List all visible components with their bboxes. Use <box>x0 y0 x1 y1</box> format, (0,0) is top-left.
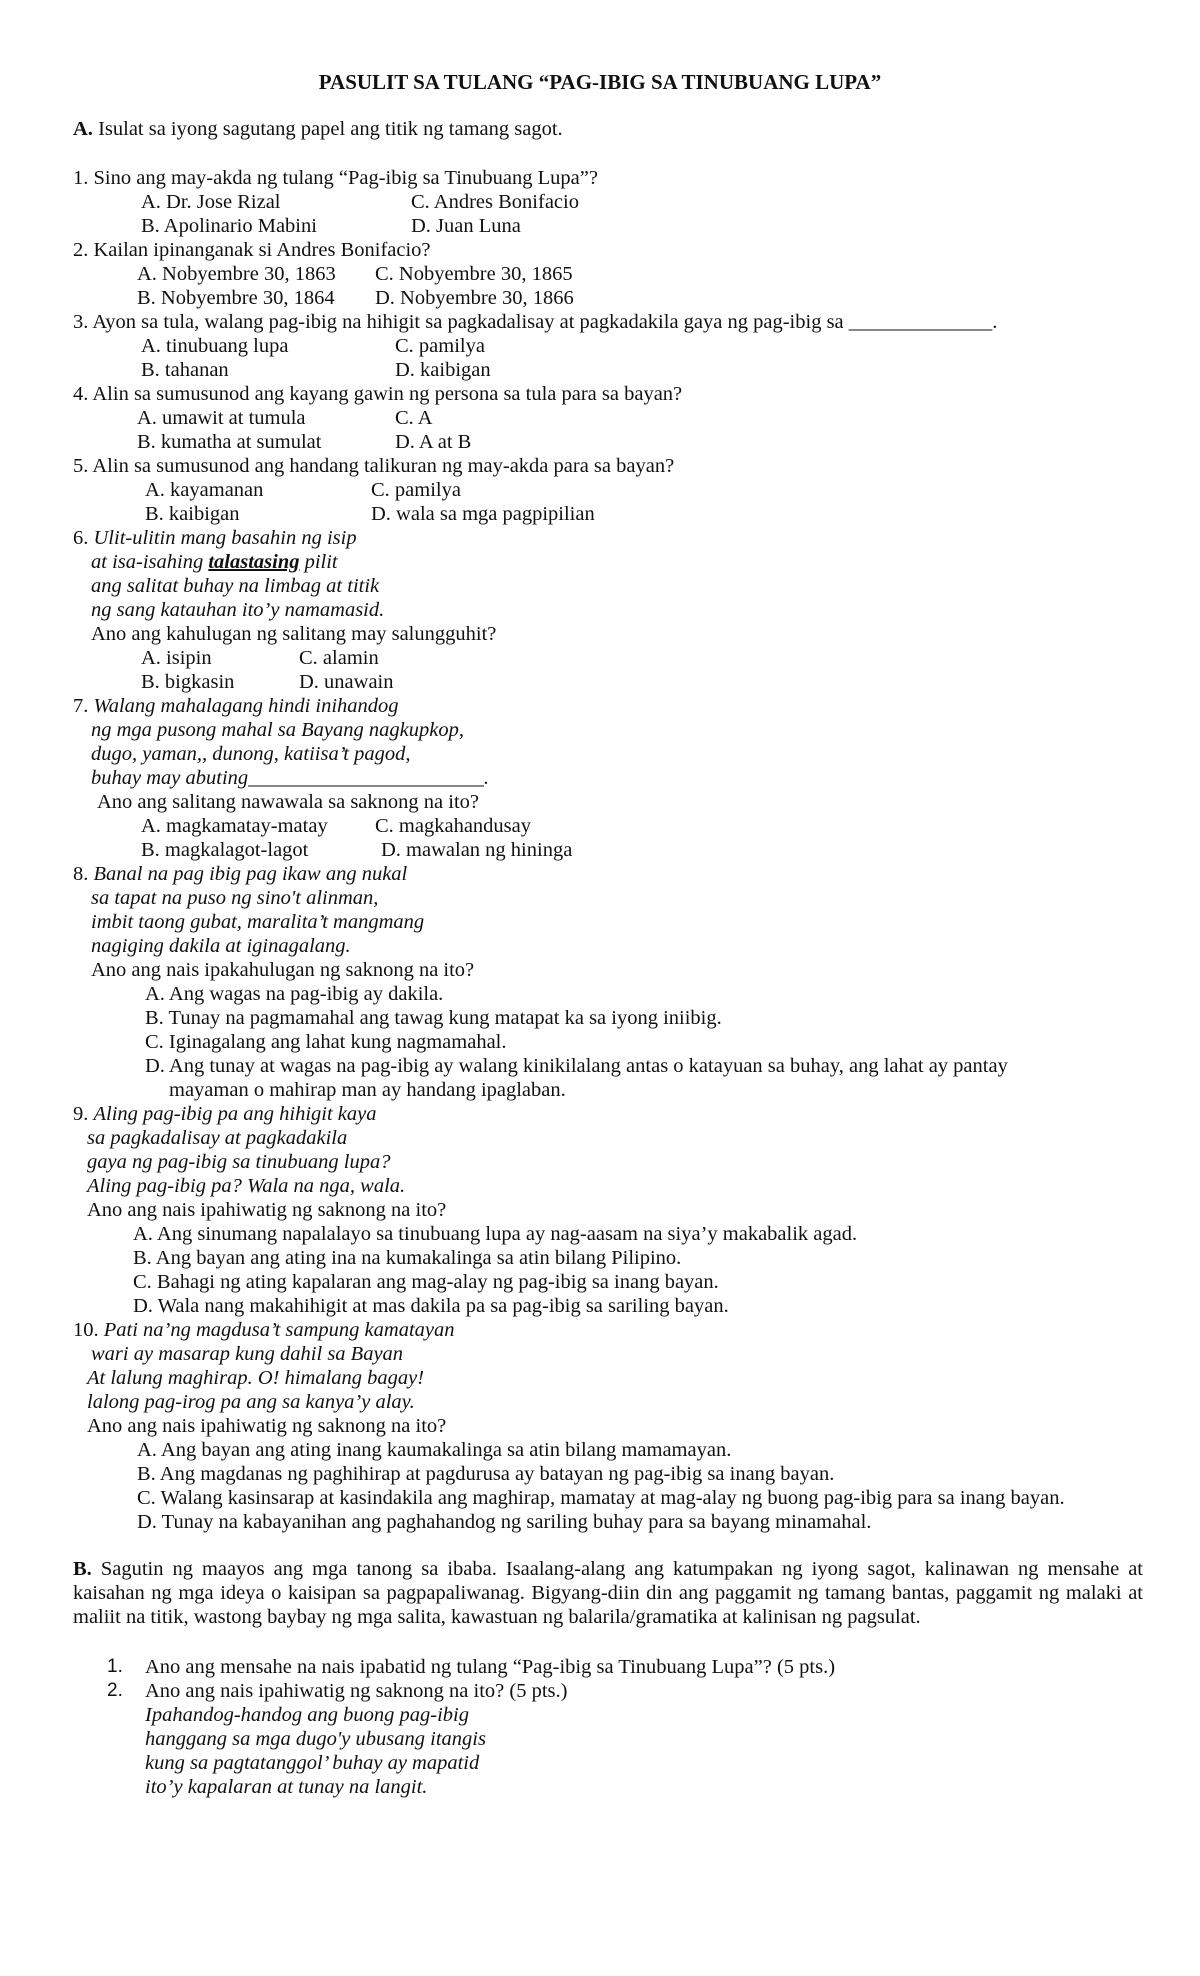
q6-option-a: A. isipin <box>141 647 212 669</box>
q6-verse-text-2a: at isa-isahing <box>91 551 209 573</box>
q7-verse-text-1: Walang mahalagang hindi inihandog <box>93 695 399 717</box>
q9-option-b: B. Ang bayan ang ating ina na kumakalinga sa atin bilang Pilipino. <box>133 1247 682 1269</box>
q10-verse-line-1 <box>73 1318 455 1342</box>
q6-underlined-word: talastasing <box>208 551 300 573</box>
q8-option-b: B. Tunay na pagmamahal ang tawag kung matapat ka sa iyong iniibig. <box>145 1007 722 1029</box>
q9-option-c: C. Bahagi ng ating kapalaran ang mag-alay ng pag-ibig sa inang bayan. <box>133 1271 719 1293</box>
q4-text: 4. Alin sa sumusunod ang kayang gawin ng persona sa tula para sa bayan? <box>73 383 683 405</box>
q8-verse-line-4: nagiging dakila at iginagalang. <box>91 935 351 957</box>
q9-verse-line-3: gaya ng pag-ibig sa tinubuang lupa? <box>87 1151 391 1173</box>
q7-option-a: A. magkamatay-matay <box>141 815 328 837</box>
part-b-q2-text: Ano ang nais ipahiwatig ng saknong na ito? (5 pts.) <box>145 1680 568 1702</box>
q2-option-a: A. Nobyembre 30, 1863 <box>137 263 336 285</box>
q3-text: 3. Ayon sa tula, walang pag-ibig na hihigit sa pagkadalisay at pagkadakila gaya ng pag-ibig sa ______________. <box>73 311 998 333</box>
q4-option-b: B. kumatha at sumulat <box>137 431 322 453</box>
q5-option-d: D. wala sa mga pagpipilian <box>371 503 595 525</box>
part-b-q1-text: Ano ang mensahe na nais ipabatid ng tulang “Pag-ibig sa Tinubuang Lupa”? (5 pts.) <box>145 1656 836 1678</box>
q6-verse-line-2 <box>91 550 338 574</box>
q8-question: Ano ang nais ipakahulugan ng saknong na ito? <box>91 959 475 981</box>
q9-option-d: D. Wala nang makahihigit at mas dakila pa sa pag-ibig sa sariling bayan. <box>133 1295 729 1317</box>
q10-verse-line-3: At lalung maghirap. O! himalang bagay! <box>87 1367 425 1389</box>
q1-option-b: B. Apolinario Mabini <box>141 215 317 237</box>
q8-verse-line-3: imbit taong gubat, maralita’t mangmang <box>91 911 425 933</box>
part-b-verse-line-1: Ipahandog-handog ang buong pag-ibig <box>145 1704 469 1726</box>
q9-verse-line-4: Aling pag-ibig pa? Wala na nga, wala. <box>87 1175 406 1197</box>
q7-option-d: D. mawalan ng hininga <box>381 839 573 861</box>
q5-option-a: A. kayamanan <box>145 479 264 501</box>
q2-text: 2. Kailan ipinanganak si Andres Bonifacio? <box>73 239 431 261</box>
q9-question: Ano ang nais ipahiwatig ng saknong na ito? <box>87 1199 447 1221</box>
q5-option-c: C. pamilya <box>371 479 461 501</box>
q10-verse-line-4: lalong pag-irog pa ang sa kanya’y alay. <box>87 1391 415 1413</box>
q2-option-c: C. Nobyembre 30, 1865 <box>375 263 573 285</box>
q9-verse-line-1 <box>73 1102 377 1126</box>
q10-verse-line-2: wari ay masarap kung dahil sa Bayan <box>91 1343 404 1365</box>
q8-option-c: C. Iginagalang ang lahat kung nagmamahal. <box>145 1031 507 1053</box>
part-b-instruction <box>73 1557 1143 1629</box>
q8-number: 8. <box>73 863 89 885</box>
q6-option-d: D. unawain <box>299 671 394 693</box>
q7-verse-line-1 <box>73 694 399 718</box>
q9-number: 9. <box>73 1103 89 1125</box>
q5-option-b: B. kaibigan <box>145 503 240 525</box>
q10-number: 10. <box>73 1319 99 1341</box>
q10-question: Ano ang nais ipahiwatig ng saknong na ito? <box>87 1415 447 1437</box>
q3-option-b: B. tahanan <box>141 359 229 381</box>
q5-text: 5. Alin sa sumusunod ang handang talikuran ng may-akda para sa bayan? <box>73 455 675 477</box>
q1-option-a: A. Dr. Jose Rizal <box>141 191 281 213</box>
q10-option-c: C. Walang kasinsarap at kasindakila ang maghirap, mamatay at mag-alay ng buong pag-ibig para sa inang bayan. <box>137 1487 1065 1509</box>
q6-option-b: B. bigkasin <box>141 671 235 693</box>
q6-verse-line-1 <box>73 526 357 550</box>
page-title: PASULIT SA TULANG “PAG-IBIG SA TINUBUANG LUPA” <box>318 70 882 94</box>
part-a-label: A. <box>73 118 93 140</box>
part-b-verse-line-2: hanggang sa mga dugo'y ubusang itangis <box>145 1728 486 1750</box>
q9-verse-line-2: sa pagkadalisay at pagkadakila <box>87 1127 348 1149</box>
q8-option-d: D. Ang tunay at wagas na pag-ibig ay walang kinikilalang antas o katayuan sa buhay, ang lahat ay pantay <box>145 1055 1008 1077</box>
q9-option-a: A. Ang sinumang napalalayo sa tinubuang lupa ay nag-aasam na siya’y makabalik agad. <box>133 1223 858 1245</box>
part-b-text: Sagutin ng maayos ang mga tanong sa ibaba. Isaalang-alang ang katumpakan ng iyong sagot, kalinawan ng mensahe at kaisahan ng mga ideya o kaisipan sa pagpapaliwanag. Bigyang-diin din ang paggamit ng tamang bantas, paggamit ng malaki at maliit na titik, wastong baybay ng mga salita, kawastuan ng balarila/gramatika at kalinisan ng pagsulat. <box>73 1558 1143 1628</box>
part-b-q2-number: 2. <box>107 1680 123 1701</box>
q10-option-a: A. Ang bayan ang ating inang kaumakalinga sa atin bilang mamamayan. <box>137 1439 732 1461</box>
q1-text: 1. Sino ang may-akda ng tulang “Pag-ibig sa Tinubuang Lupa”? <box>73 167 598 189</box>
q8-verse-line-1 <box>73 862 407 886</box>
part-a-text: Isulat sa iyong sagutang papel ang titik ng tamang sagot. <box>98 118 563 140</box>
part-b-label: B. <box>73 1558 92 1580</box>
part-b-verse-line-4: ito’y kapalaran at tunay na langit. <box>145 1776 428 1798</box>
q7-verse-line-4: buhay may abuting_______________________. <box>91 767 490 789</box>
q8-verse-line-2: sa tapat na puso ng sino't alinman, <box>91 887 379 909</box>
q4-option-a: A. umawit at tumula <box>137 407 306 429</box>
q6-verse-text-2c: pilit <box>299 551 338 573</box>
q8-option-d-continued: mayaman o mahirap man ay handang ipaglaban. <box>169 1079 566 1101</box>
q6-verse-line-3: ang salitat buhay na limbag at titik <box>91 575 380 597</box>
q1-option-c: C. Andres Bonifacio <box>411 191 579 213</box>
q2-option-d: D. Nobyembre 30, 1866 <box>375 287 574 309</box>
q7-verse-line-2: ng mga pusong mahal sa Bayang nagkupkop, <box>91 719 464 741</box>
q4-option-d: D. A at B <box>395 431 472 453</box>
q8-verse-text-1: Banal na pag ibig pag ikaw ang nukal <box>93 863 408 885</box>
q10-option-d: D. Tunay na kabayanihan ang paghahandog ng sariling buhay para sa bayang minamahal. <box>137 1511 872 1533</box>
q7-option-b: B. magkalagot-lagot <box>141 839 309 861</box>
q6-verse-line-4: ng sang katauhan ito’y namamasid. <box>91 599 385 621</box>
q3-option-a: A. tinubuang lupa <box>141 335 289 357</box>
q2-option-b: B. Nobyembre 30, 1864 <box>137 287 335 309</box>
q6-option-c: C. alamin <box>299 647 379 669</box>
q6-verse-text-1: Ulit-ulitin mang basahin ng isip <box>93 527 357 549</box>
q7-verse-line-3: dugo, yaman,, dunong, katiisa’t pagod, <box>91 743 411 765</box>
q7-number: 7. <box>73 695 89 717</box>
part-b-q1-number: 1. <box>107 1656 123 1677</box>
part-a-instruction <box>73 117 563 141</box>
q4-option-c: C. A <box>395 407 433 429</box>
q8-option-a: A. Ang wagas na pag-ibig ay dakila. <box>145 983 444 1005</box>
q1-option-d: D. Juan Luna <box>411 215 521 237</box>
q10-option-b: B. Ang magdanas ng paghihirap at pagdurusa ay batayan ng pag-ibig sa inang bayan. <box>137 1463 835 1485</box>
q6-number: 6. <box>73 527 89 549</box>
q7-question: Ano ang salitang nawawala sa saknong na ito? <box>97 791 479 813</box>
q3-option-d: D. kaibigan <box>395 359 491 381</box>
q7-option-c: C. magkahandusay <box>375 815 531 837</box>
q10-verse-text-1: Pati na’ng magdusa’t sampung kamatayan <box>103 1319 455 1341</box>
part-b-verse-line-3: kung sa pagtatanggol’ buhay ay mapatid <box>145 1752 480 1774</box>
q6-question: Ano ang kahulugan ng salitang may salungguhit? <box>91 623 497 645</box>
q3-option-c: C. pamilya <box>395 335 485 357</box>
q9-verse-text-1: Aling pag-ibig pa ang hihigit kaya <box>93 1103 377 1125</box>
